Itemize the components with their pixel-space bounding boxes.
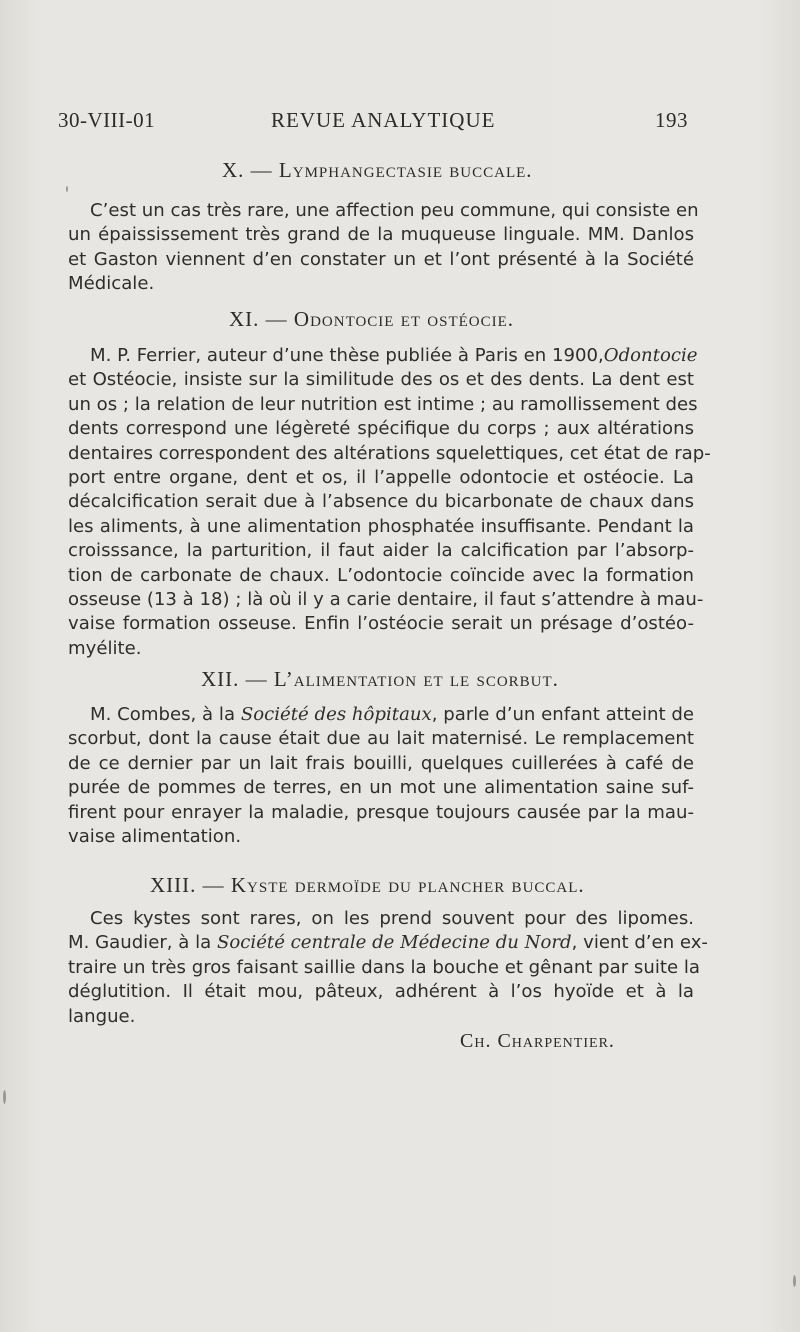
text-line: vaise alimentation. (68, 826, 242, 848)
paper-speck (66, 186, 68, 192)
text-line: dents correspond une légèreté spécifique du corps ; aux altérations (68, 418, 694, 440)
text-segment: M. P. Ferrier, auteur d’une thèse publiée à Paris en 1900, (90, 345, 604, 366)
text-segment: M. Combes, à la (90, 704, 236, 725)
page-number: 193 (655, 108, 688, 132)
section-title-xii: XII. — L’alimentation et le scorbut. (201, 667, 559, 691)
paper-speck (3, 1090, 6, 1104)
text-line: purée de pommes de terres, en un mot une alimentation saine suf- (68, 777, 694, 799)
text-line: langue. (68, 1005, 136, 1027)
text-line: scorbut, dont la cause était due au lait maternisé. Le remplacement (68, 728, 694, 750)
header-date: 30-VIII-01 (58, 108, 156, 132)
text-line: firent pour enrayer la maladie, presque toujours causée par la mau- (68, 801, 694, 823)
text-line: un os ; la relation de leur nutrition est intime ; au ramollissement des (68, 393, 698, 415)
italic-society: Société des hôpitaux (240, 704, 432, 725)
italic-society: Société centrale de Médecine du Nord (217, 932, 572, 954)
text-line: déglutition. Il était mou, pâteux, adhérent à l’os hyoïde et à la (68, 981, 694, 1003)
text-segment: M. Gaudier, à la (68, 932, 212, 954)
text-line: port entre organe, dent et os, il l’appelle odontocie et ostéocie. La (68, 467, 694, 489)
text-line (68, 344, 698, 368)
text-line: et Gaston viennent d’en constater un et l’ont présenté à la Société (68, 248, 694, 270)
text-line: osseuse (13 à 18) ; là où il y a carie dentaire, il faut s’attendre à mau- (68, 589, 704, 611)
text-line: tion de carbonate de chaux. L’odontocie coïncide avec la formation (68, 564, 694, 586)
text-line: Médicale. (68, 273, 155, 295)
section-xi-body (68, 344, 711, 661)
section-x-body (68, 199, 699, 297)
text-line: les aliments, à une alimentation phosphatée insuffisante. Pendant la (68, 515, 694, 537)
text-line: Ces kystes sont rares, on les prend souvent pour des lipomes. (90, 908, 694, 929)
text-line: un épaississement très grand de la muqueuse linguale. MM. Danlos (68, 224, 694, 246)
section-xii-body (68, 703, 694, 849)
running-header (58, 108, 688, 138)
section-title-xi: XI. — Odontocie et ostéocie. (229, 307, 515, 331)
text-line: vaise formation osseuse. Enfin l’ostéocie serait un présage d’ostéo- (68, 613, 694, 635)
text-line: myélite. (68, 637, 142, 659)
text-line: traire un très gros faisant saillie dans la bouche et gênant par suite la (68, 956, 700, 978)
section-title-x: X. — Lymphangectasie buccale. (222, 158, 533, 182)
text-line: croisssance, la parturition, il faut aider la calcification par l’absorp- (68, 540, 694, 562)
text-line: dentaires correspondent des altérations squelettiques, cet état de rap- (68, 442, 711, 464)
section-xiii-body (68, 907, 708, 1029)
text-segment: , parle d’un enfant atteint de (431, 704, 694, 725)
text-line: et Ostéocie, insiste sur la similitude des os et des dents. La dent est (68, 369, 694, 391)
italic-title: Odontocie (603, 345, 698, 366)
text-line (68, 931, 708, 955)
text-segment: , vient d’en ex- (571, 932, 708, 954)
text-line: de ce dernier par un lait frais bouilli, quelques cuillerées à café de (68, 752, 694, 774)
paper-speck (793, 1275, 796, 1287)
section-title-xiii: XIII. — Kyste dermoïde du plancher buccal. (150, 873, 585, 897)
text-line: C’est un cas très rare, une affection peu commune, qui consiste en (90, 200, 699, 221)
text-line: décalcification serait due à l’absence du bicarbonate de chaux dans (68, 491, 694, 513)
text-line (68, 703, 694, 727)
header-journal-title: REVUE ANALYTIQUE (271, 108, 496, 132)
author-signature: Ch. Charpentier. (460, 1030, 615, 1052)
